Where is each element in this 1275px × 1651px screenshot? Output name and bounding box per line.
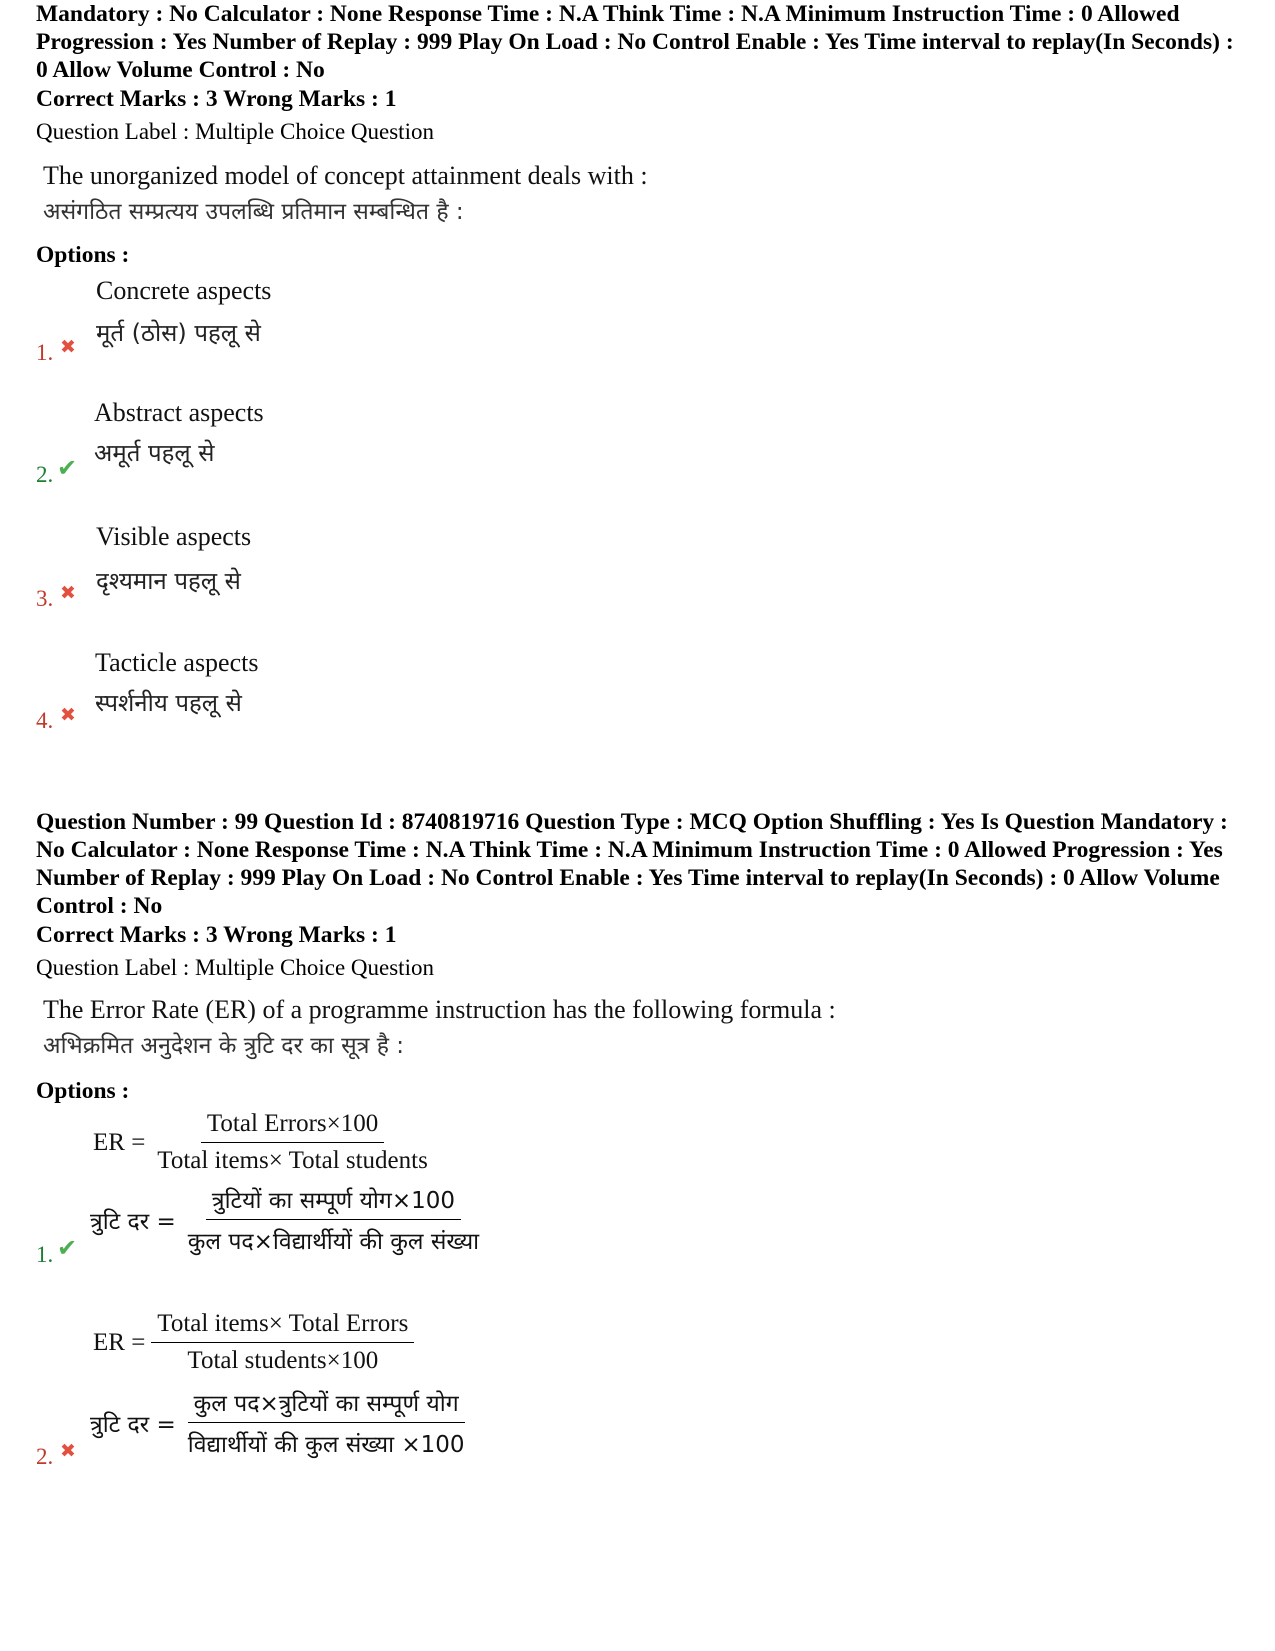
numerator: त्रुटियों का सम्पूर्ण योग×100	[206, 1183, 461, 1220]
option-number: 4.	[36, 708, 54, 733]
q99-options-title: Options :	[36, 1078, 130, 1104]
option-text-en: Visible aspects	[96, 522, 252, 551]
check-icon: ✔	[57, 454, 78, 482]
cross-icon: ✖	[60, 582, 76, 604]
option-number: 2.	[36, 462, 54, 487]
cross-icon: ✖	[60, 1440, 76, 1462]
q99-metadata: Question Number : 99 Question Id : 8740819716 Question Type : MCQ Option Shuffling : Yes Is Question Mandatory : No Calculator : None Response Time : N.A Think Time : N.A Minimum Instruction Time : 0 Allowed Progression : Yes Number of Replay : 999 Play On Load : No Control Enable : Yes Time interval to replay(In Seconds) : 0 Allow Volume Control : No	[36, 809, 1228, 919]
option-text-en: Tacticle aspects	[95, 648, 259, 677]
check-icon: ✔	[57, 1234, 78, 1262]
q98-label: Question Label : Multiple Choice Question	[36, 119, 434, 144]
option-number: 1.	[36, 1242, 54, 1267]
formula-hi	[90, 1386, 471, 1459]
formula-lhs: त्रुटि दर =	[90, 1208, 176, 1235]
option-text-hi: अमूर्त पहलू से	[94, 439, 215, 467]
numerator: Total Errors×100	[201, 1110, 384, 1143]
q98-marks: Correct Marks : 3 Wrong Marks : 1	[36, 86, 397, 112]
q98-options-title: Options :	[36, 242, 130, 268]
option-text-hi: मूर्त (ठोस) पहलू से	[96, 319, 261, 347]
cross-icon: ✖	[60, 704, 76, 726]
option-text-en: Abstract aspects	[94, 398, 264, 427]
denominator: कुल पद×विद्यार्थीयों की कुल संख्या	[187, 1229, 480, 1255]
denominator: विद्यार्थीयों की कुल संख्या ×100	[187, 1432, 465, 1458]
cross-icon: ✖	[60, 336, 76, 358]
fraction	[151, 1110, 434, 1175]
numerator: Total items× Total Errors	[151, 1310, 414, 1343]
denominator: Total items× Total students	[157, 1147, 428, 1174]
q99-marks: Correct Marks : 3 Wrong Marks : 1	[36, 922, 397, 948]
formula-lhs: ER =	[93, 1328, 146, 1356]
fraction	[151, 1310, 414, 1375]
option-number: 1.	[36, 340, 54, 365]
option-text-hi: स्पर्शनीय पहलू से	[95, 689, 242, 717]
numerator: कुल पद×त्रुटियों का सम्पूर्ण योग	[188, 1386, 465, 1423]
q98-question-en: The unorganized model of concept attainment deals with :	[43, 161, 648, 190]
formula-en	[93, 1310, 414, 1375]
q99-question-en: The Error Rate (ER) of a programme instruction has the following formula :	[43, 995, 836, 1024]
q99-label: Question Label : Multiple Choice Question	[36, 955, 434, 980]
formula-hi	[90, 1183, 485, 1256]
option-text-hi: दृश्यमान पहलू से	[96, 567, 241, 595]
formula-en	[93, 1110, 434, 1175]
q98-question-hi: असंगठित सम्प्रत्यय उपलब्धि प्रतिमान सम्बन्धित है :	[43, 199, 464, 225]
option-number: 3.	[36, 586, 54, 611]
q98-metadata: Mandatory : No Calculator : None Response Time : N.A Think Time : N.A Minimum Instruction Time : 0 Allowed Progression : Yes Number of Replay : 999 Play On Load : No Control Enable : Yes Time interval to replay(In Seconds) : 0 Allow Volume Control : No	[36, 1, 1234, 83]
formula-lhs: ER =	[93, 1128, 146, 1156]
fraction	[182, 1386, 471, 1459]
fraction	[182, 1183, 485, 1256]
q99-question-hi: अभिक्रमित अनुदेशन के त्रुटि दर का सूत्र है :	[43, 1033, 404, 1059]
q98-question-text	[43, 158, 648, 230]
option-number: 2.	[36, 1444, 54, 1469]
formula-lhs: त्रुटि दर =	[90, 1411, 176, 1438]
q99-question-text	[43, 992, 836, 1064]
denominator: Total students×100	[187, 1347, 379, 1374]
option-text-en: Concrete aspects	[96, 276, 272, 305]
